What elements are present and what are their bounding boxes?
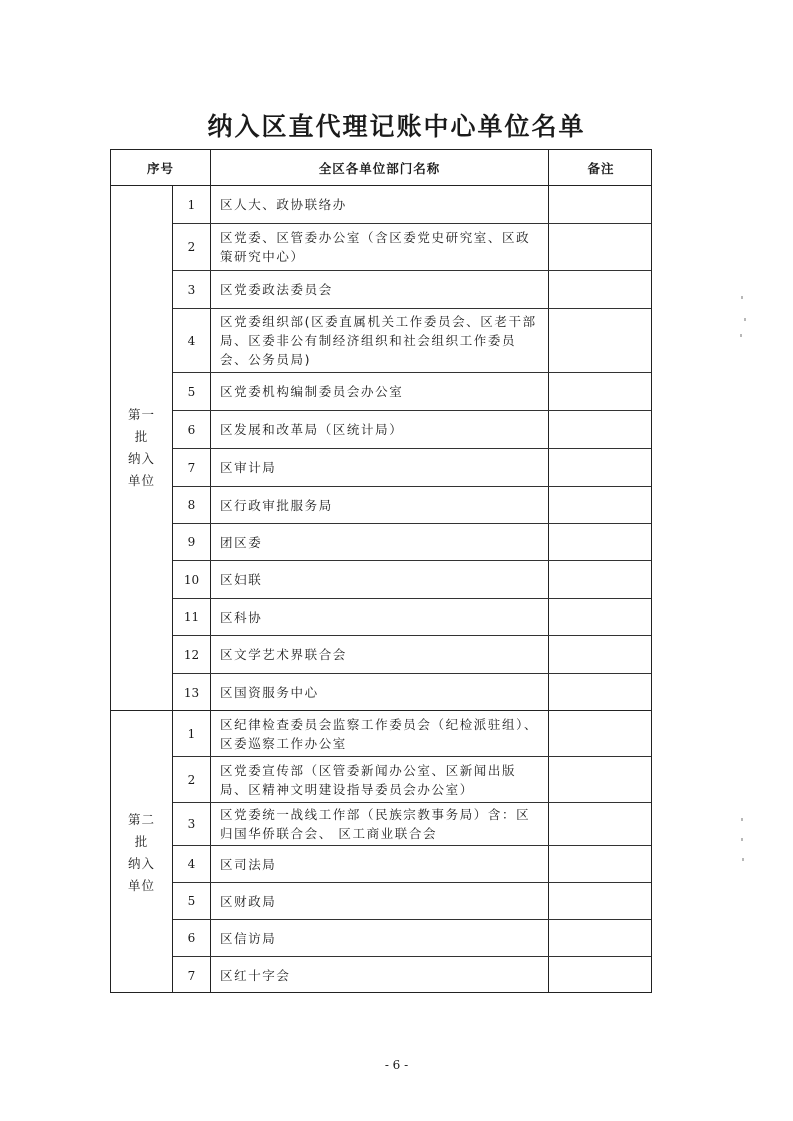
- group-label-line: 第二批: [127, 811, 155, 849]
- group-label-cell: [111, 186, 173, 710]
- unit-name: 区文学艺术界联合会: [211, 636, 549, 673]
- scan-speck: [741, 296, 743, 299]
- group-first-batch: [111, 186, 652, 711]
- table-row: [173, 271, 652, 309]
- scan-speck: [744, 318, 746, 321]
- table-row: [173, 636, 652, 674]
- row-number: 4: [173, 846, 211, 882]
- table-row: [173, 224, 652, 271]
- unit-name: 团区委: [211, 524, 549, 560]
- document-title: 纳入区直代理记账中心单位名单: [207, 112, 586, 141]
- group-label-cell: [111, 711, 173, 993]
- note-cell: [549, 599, 652, 635]
- group-label-line: 第一批: [127, 407, 155, 444]
- group-label-line: 纳入: [127, 451, 155, 466]
- row-number: 4: [173, 309, 211, 372]
- row-number: 13: [173, 674, 211, 711]
- scan-speck: [742, 858, 744, 861]
- note-cell: [549, 803, 652, 845]
- table-row: [173, 920, 652, 957]
- header-note: 备注: [587, 161, 615, 176]
- unit-name: 区司法局: [211, 846, 549, 882]
- row-number: 6: [173, 411, 211, 448]
- unit-name: 区财政局: [211, 883, 549, 919]
- unit-name: 区国资服务中心: [211, 674, 549, 711]
- scan-speck: [741, 818, 743, 821]
- row-number: 5: [173, 373, 211, 410]
- table-row: [173, 561, 652, 599]
- table-row: [173, 599, 652, 636]
- row-number: 10: [173, 561, 211, 598]
- unit-name: 区党委组织部(区委直属机关工作委员会、区老干部局、区委非公有制经济组织和社会组织工作委员会、公务员局): [211, 309, 549, 372]
- note-cell: [549, 411, 652, 448]
- note-cell: [549, 561, 652, 598]
- row-number: 9: [173, 524, 211, 560]
- unit-name: 区科协: [211, 599, 549, 635]
- unit-name: 区审计局: [211, 449, 549, 486]
- group-label: [122, 809, 162, 897]
- note-cell: [549, 271, 652, 308]
- group-second-batch: [111, 711, 652, 993]
- group-label-line: 单位: [127, 877, 155, 893]
- row-number: 8: [173, 487, 211, 523]
- row-number: 6: [173, 920, 211, 956]
- note-cell: [549, 487, 652, 523]
- unit-name: 区党委、区管委办公室（含区委党史研究室、区政策研究中心）: [211, 224, 549, 270]
- table-row: [173, 411, 652, 449]
- header-seq: 序号: [111, 150, 211, 186]
- note-cell: [549, 373, 652, 410]
- unit-name: 区纪律检查委员会监察工作委员会（纪检派驻组）、区委巡察工作办公室: [211, 711, 549, 756]
- scan-speck: [741, 838, 743, 841]
- unit-name: 区人大、政协联络办: [211, 186, 549, 223]
- table-row: [173, 803, 652, 846]
- unit-name: 区信访局: [211, 920, 549, 956]
- table-row: [173, 846, 652, 883]
- group-label-line: 单位: [127, 473, 155, 488]
- row-number: 11: [173, 599, 211, 635]
- unit-name: 区发展和改革局（区统计局）: [211, 411, 549, 448]
- table-row: [173, 373, 652, 411]
- note-cell: [549, 636, 652, 673]
- unit-name: 区党委宣传部（区管委新闻办公室、区新闻出版局、区精神文明建设指导委员会办公室）: [211, 757, 549, 802]
- unit-list-table: [110, 149, 652, 993]
- note-cell: [549, 757, 652, 802]
- note-cell: [549, 883, 652, 919]
- unit-name: 区妇联: [211, 561, 549, 598]
- row-number: 2: [173, 224, 211, 270]
- note-cell: [549, 957, 652, 993]
- table-row: [173, 883, 652, 920]
- table-header-row: [111, 150, 651, 186]
- note-cell: [549, 711, 652, 756]
- table-row: [173, 757, 652, 803]
- scan-speck: [740, 334, 742, 337]
- row-number: 7: [173, 449, 211, 486]
- row-number: 1: [173, 186, 211, 223]
- unit-name: 区红十字会: [211, 957, 549, 993]
- table-row: [173, 449, 652, 487]
- table-row: [173, 674, 652, 711]
- table-row: [173, 711, 652, 757]
- group-label: [122, 404, 162, 492]
- page-number: - 6 -: [384, 1058, 409, 1072]
- table-row: [173, 309, 652, 373]
- note-cell: [549, 674, 652, 711]
- unit-name: 区党委统一战线工作部（民族宗教事务局）含：区归国华侨联合会、 区工商业联合会: [211, 803, 549, 845]
- note-cell: [549, 224, 652, 270]
- unit-name: 区党委政法委员会: [211, 271, 549, 308]
- note-cell: [549, 846, 652, 882]
- unit-name: 区党委机构编制委员会办公室: [211, 373, 549, 410]
- row-number: 12: [173, 636, 211, 673]
- group-label-line: 纳入: [127, 855, 155, 871]
- header-unit-name: 全区各单位部门名称: [211, 150, 549, 186]
- table-row: [173, 524, 652, 561]
- row-number: 3: [173, 803, 211, 845]
- row-number: 7: [173, 957, 211, 993]
- table-row: [173, 186, 652, 224]
- note-cell: [549, 524, 652, 560]
- row-number: 2: [173, 757, 211, 802]
- note-cell: [549, 309, 652, 372]
- table-row: [173, 487, 652, 524]
- unit-name: 区行政审批服务局: [211, 487, 549, 523]
- row-number: 3: [173, 271, 211, 308]
- note-cell: [549, 449, 652, 486]
- table-row: [173, 957, 652, 993]
- note-cell: [549, 186, 652, 223]
- row-number: 1: [173, 711, 211, 756]
- note-cell: [549, 920, 652, 956]
- row-number: 5: [173, 883, 211, 919]
